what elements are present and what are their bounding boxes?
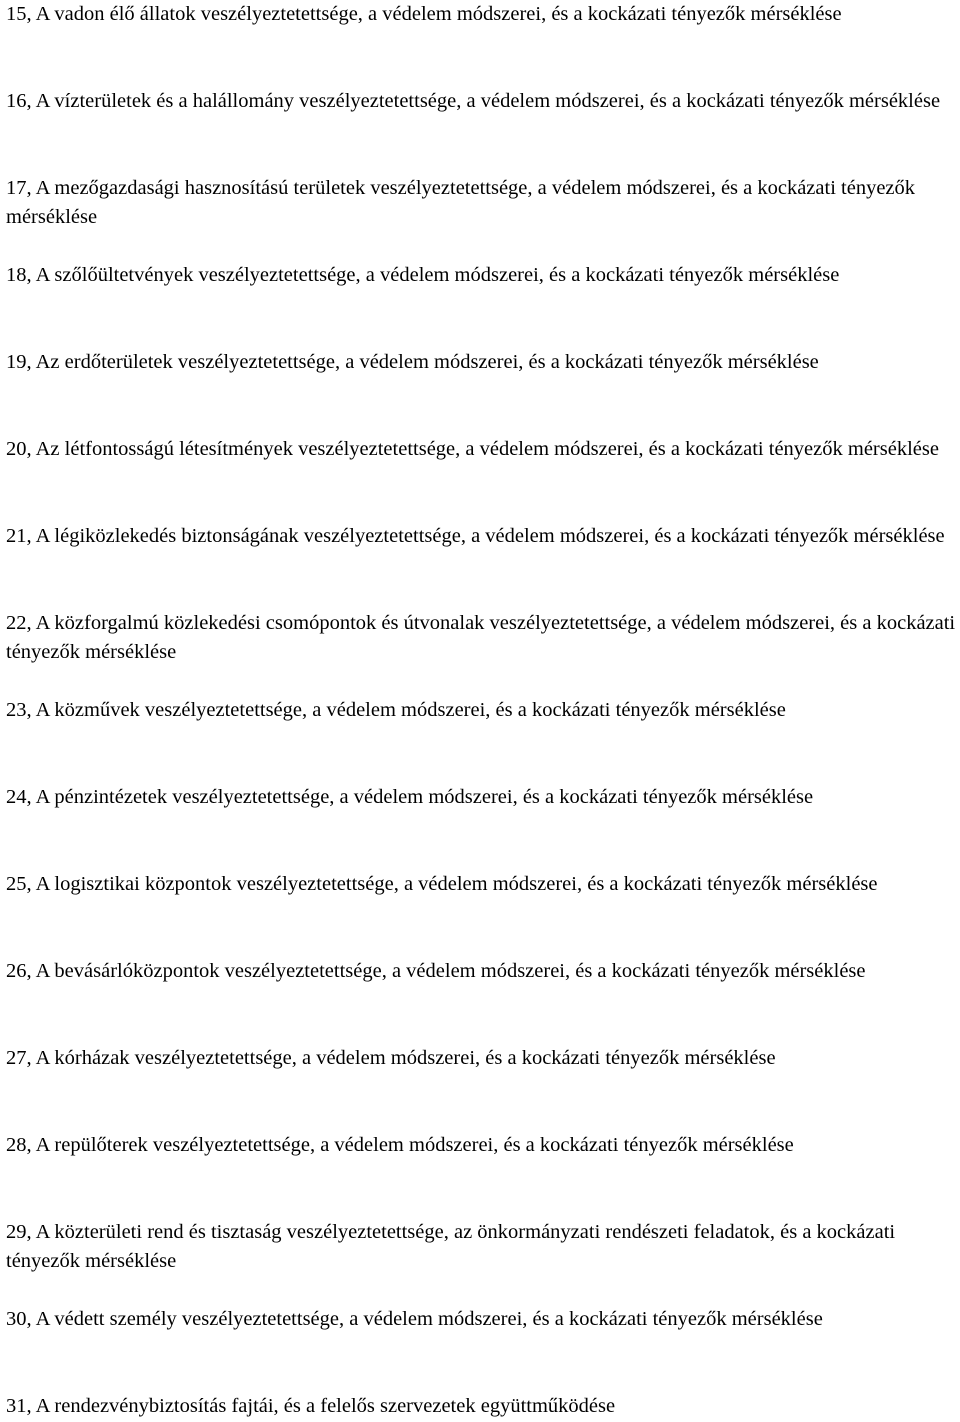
list-item: 24, A pénzintézetek veszélyeztetettsége, a védelem módszerei, és a kockázati tényezők mérséklése: [6, 786, 814, 808]
list-item: 16, A vízterületek és a halállomány veszélyeztetettsége, a védelem módszerei, és a kockázati tényezők mérséklése: [6, 90, 941, 112]
list-item: 27, A kórházak veszélyeztetettsége, a védelem módszerei, és a kockázati tényezők mérséklése: [6, 1047, 776, 1069]
list-item: 22, A közforgalmú közlekedési csomópontok és útvonalak veszélyeztetettsége, a védelem módszerei, és a kockázati tényezők mérséklése: [6, 612, 956, 663]
list-item: 29, A közterületi rend és tisztaság veszélyeztetettsége, az önkormányzati rendészeti feladatok, és a kockázati tényezők mérséklése: [6, 1221, 896, 1272]
list-item: 19, Az erdőterületek veszélyeztetettsége, a védelem módszerei, és a kockázati tényezők mérséklése: [6, 351, 819, 373]
document-page: [6, 0, 956, 1421]
list-item: 28, A repülőterek veszélyeztetettsége, a védelem módszerei, és a kockázati tényezők mérséklése: [6, 1134, 794, 1156]
list-item: 18, A szőlőültetvények veszélyeztetettsége, a védelem módszerei, és a kockázati tényezők mérséklése: [6, 264, 840, 286]
list-item: 20, Az létfontosságú létesítmények veszélyeztetettsége, a védelem módszerei, és a kockázati tényezők mérséklése: [6, 438, 939, 460]
list-item: 30, A védett személy veszélyeztetettsége, a védelem módszerei, és a kockázati tényezők mérséklése: [6, 1308, 823, 1330]
list-item: 15, A vadon élő állatok veszélyeztetettsége, a védelem módszerei, és a kockázati tényezők mérséklése: [6, 3, 842, 25]
list-item: 17, A mezőgazdasági hasznosítású területek veszélyeztetettsége, a védelem módszerei, és a kockázati tényezők mérséklése: [6, 177, 916, 228]
list-item: 23, A közművek veszélyeztetettsége, a védelem módszerei, és a kockázati tényezők mérséklése: [6, 699, 786, 721]
list-item: 31, A rendezvénybiztosítás fajtái, és a felelős szervezetek együttműködése: [6, 1395, 616, 1417]
list-item: 26, A bevásárlóközpontok veszélyeztetettsége, a védelem módszerei, és a kockázati tényezők mérséklése: [6, 960, 866, 982]
list-item: 25, A logisztikai központok veszélyeztetettsége, a védelem módszerei, és a kockázati tényezők mérséklése: [6, 873, 878, 895]
list-item: 21, A légiközlekedés biztonságának veszélyeztetettsége, a védelem módszerei, és a kockázati tényezők mérséklése: [6, 525, 945, 547]
